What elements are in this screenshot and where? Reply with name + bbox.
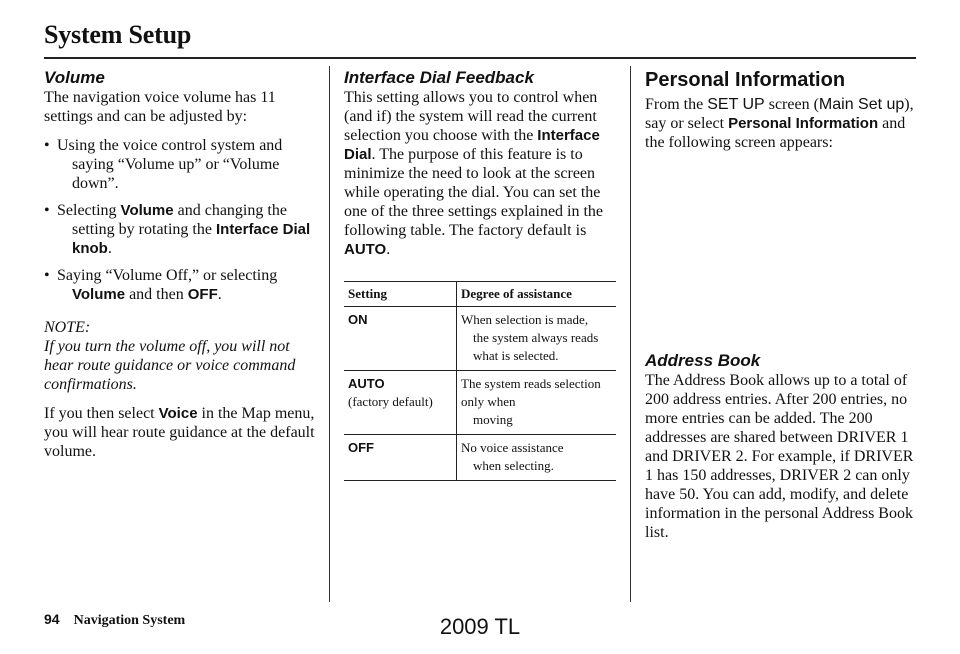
list-item <box>44 201 319 258</box>
volume-intro: The navigation voice volume has 11 settings and can be adjusted by: <box>44 89 276 125</box>
table-row <box>344 307 616 371</box>
degree-text: The system reads selection only when <box>461 376 601 409</box>
degree-text: moving <box>473 412 513 427</box>
paragraph-text: in the Map menu, you will hear route guidance at the default volume. <box>44 405 315 460</box>
note-label: NOTE: <box>44 319 91 336</box>
keyword-main-set-up: Main Set up <box>818 96 905 113</box>
keyword-auto: AUTO <box>344 241 387 258</box>
bullet-text: and then <box>125 286 188 303</box>
volume-options-list <box>44 136 319 304</box>
table-cell-setting <box>344 435 457 481</box>
degree-text: No voice assistance <box>461 440 564 455</box>
paragraph-text: . <box>386 241 391 258</box>
setting-on: ON <box>348 312 368 327</box>
feedback-settings-table <box>344 281 616 481</box>
watermark: 2009 TL <box>439 614 521 639</box>
keyword-off: OFF <box>187 286 218 303</box>
table-cell-setting <box>344 371 457 435</box>
degree-text: When selection is made, <box>461 312 589 327</box>
note-text: If you turn the volume off, you will not hear route guidance or voice command confirmations. <box>44 338 296 393</box>
interface-dial-heading: Interface Dial Feedback <box>344 68 534 87</box>
footer-label: Navigation System <box>73 613 186 628</box>
paragraph-text: and the following screen appears: <box>645 115 906 151</box>
personal-information-heading: Personal Information <box>645 69 846 91</box>
paragraph-text: ), say or select <box>645 96 914 132</box>
list-item <box>44 136 319 193</box>
personal-information-section <box>645 68 920 152</box>
keyword-volume: Volume <box>120 202 174 219</box>
table-row <box>344 435 616 481</box>
table-header-degree: Degree of assistance <box>457 282 617 307</box>
bullet-text: Using the voice control system and saying “Volume up” or “Volume down”. <box>57 137 283 192</box>
keyword-volume: Volume <box>72 286 126 303</box>
address-book-heading: Address Book <box>645 351 761 370</box>
interface-dial-paragraph <box>344 88 616 259</box>
keyword-interface-dial-knob: Interface Dial knob <box>72 221 311 257</box>
title-rule <box>44 57 916 59</box>
setting-auto: AUTO <box>348 376 385 391</box>
bullet-text: Saying “Volume Off,” or selecting <box>57 267 278 284</box>
degree-text: when selecting. <box>473 458 554 473</box>
table-cell-degree <box>457 371 617 435</box>
paragraph-text: If you then select <box>44 405 159 422</box>
address-book-paragraph: The Address Book allows up to a total of 200 address entries. After 200 entries, no more entries can be added. The 200 addresses are shared between DRIVER 1 and DRIVER 2. For example, if DRIVER 1 has 150 addresses, DRIVER 2 can only have 50. You can add, modify, and delete information in the personal Address Book list. <box>645 372 914 541</box>
table-row <box>344 371 616 435</box>
table-header-setting: Setting <box>344 282 457 307</box>
paragraph-text: . The purpose of this feature is to minimize the need to look at the screen while operating the dial. You can set the one of the three settings explained in the following table. The factory default is <box>344 146 604 239</box>
table-cell-setting <box>344 307 457 371</box>
bullet-text: and changing the setting by rotating the <box>72 202 287 238</box>
bullet-text: . <box>107 240 112 257</box>
keyword-interface-dial: Interface Dial <box>344 127 600 163</box>
keyword-voice: Voice <box>158 405 198 422</box>
page-number: 94 <box>44 611 60 627</box>
voice-paragraph <box>44 404 319 461</box>
bullet-text: Selecting <box>57 202 121 219</box>
address-book-section <box>645 351 920 542</box>
column-divider-2 <box>630 66 631 602</box>
bullet-text: . <box>217 286 222 303</box>
setting-off: OFF <box>348 440 374 455</box>
paragraph-text: This setting allows you to control when (and if) the system will read the current selection you choose with the <box>344 89 598 144</box>
keyword-personal-information: Personal Information <box>728 115 879 132</box>
personal-information-paragraph <box>645 95 920 152</box>
interface-dial-section <box>344 68 616 481</box>
degree-text: the system always reads what is selected. <box>473 330 599 363</box>
setting-note: (factory default) <box>348 394 433 409</box>
page-title: System Setup <box>44 20 192 49</box>
table-cell-degree <box>457 307 617 371</box>
keyword-set-up: SET UP <box>707 96 765 113</box>
table-cell-degree <box>457 435 617 481</box>
paragraph-text: From the <box>645 96 708 113</box>
list-item <box>44 266 319 304</box>
volume-section <box>44 68 319 461</box>
paragraph-text: screen ( <box>764 96 819 113</box>
volume-heading: Volume <box>44 68 105 87</box>
table-header-row <box>344 282 616 307</box>
column-divider-1 <box>329 66 330 602</box>
